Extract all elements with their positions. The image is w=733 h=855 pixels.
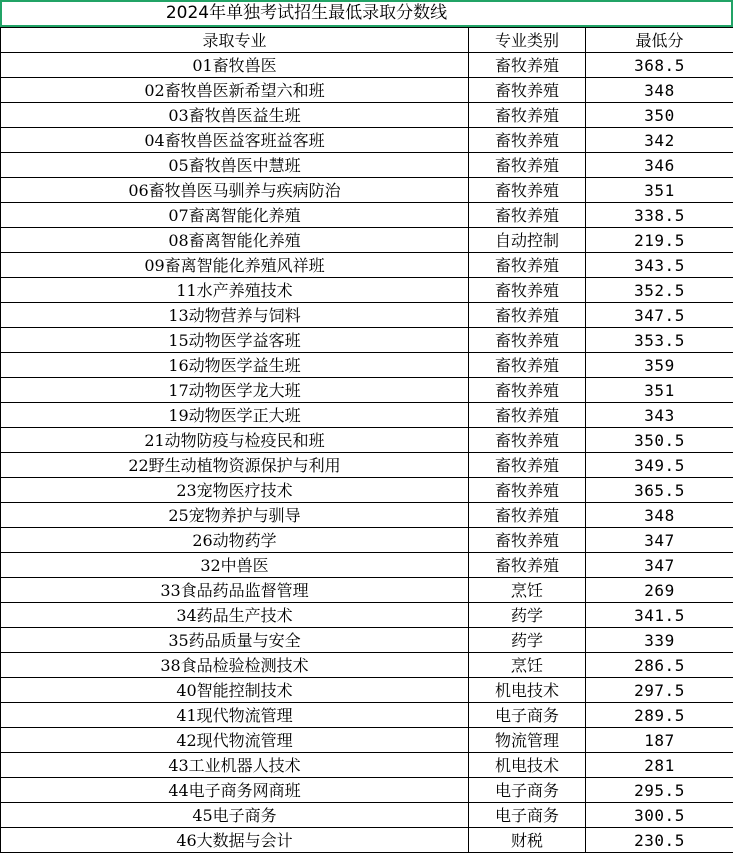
cell-min-score[interactable]: 348 [586, 503, 733, 528]
table-row [1, 528, 733, 553]
cell-category[interactable]: 自动控制 [469, 228, 586, 253]
cell-major[interactable]: 16动物医学益生班 [1, 353, 469, 378]
cell-major[interactable]: 33食品药品监督管理 [1, 578, 469, 603]
cell-min-score[interactable]: 348 [586, 78, 733, 103]
title-cell[interactable] [0, 0, 733, 27]
table-row [1, 453, 733, 478]
cell-min-score[interactable]: 286.5 [586, 653, 733, 678]
cell-min-score[interactable]: 341.5 [586, 603, 733, 628]
cell-major[interactable]: 22野生动植物资源保护与利用 [1, 453, 469, 478]
table-row [1, 653, 733, 678]
table-row [1, 828, 733, 853]
cell-min-score[interactable]: 343.5 [586, 253, 733, 278]
table-row [1, 578, 733, 603]
table-row [1, 278, 733, 303]
cell-major[interactable]: 05畜牧兽医中慧班 [1, 153, 469, 178]
cell-major[interactable]: 38食品检验检测技术 [1, 653, 469, 678]
cell-major[interactable]: 09畜离智能化养殖风祥班 [1, 253, 469, 278]
table-row [1, 103, 733, 128]
cell-category[interactable]: 畜牧养殖 [469, 378, 586, 403]
cell-category[interactable]: 畜牧养殖 [469, 503, 586, 528]
cell-major[interactable]: 17动物医学龙大班 [1, 378, 469, 403]
cell-major[interactable]: 01畜牧兽医 [1, 53, 469, 78]
cell-major[interactable]: 25宠物养护与驯导 [1, 503, 469, 528]
cell-major[interactable]: 45电子商务 [1, 803, 469, 828]
cell-major[interactable]: 13动物营养与饲料 [1, 303, 469, 328]
cell-min-score[interactable]: 219.5 [586, 228, 733, 253]
cell-major[interactable]: 07畜离智能化养殖 [1, 203, 469, 228]
cell-major[interactable]: 21动物防疫与检疫民和班 [1, 428, 469, 453]
cell-category[interactable]: 药学 [469, 628, 586, 653]
cell-min-score[interactable]: 295.5 [586, 778, 733, 803]
cell-min-score[interactable]: 368.5 [586, 53, 733, 78]
cell-min-score[interactable]: 269 [586, 578, 733, 603]
cell-category[interactable]: 电子商务 [469, 703, 586, 728]
cell-major[interactable]: 40智能控制技术 [1, 678, 469, 703]
table-row [1, 53, 733, 78]
cell-category[interactable]: 畜牧养殖 [469, 53, 586, 78]
score-table [0, 27, 733, 853]
cell-major[interactable]: 32中兽医 [1, 553, 469, 578]
cell-major[interactable]: 23宠物医疗技术 [1, 478, 469, 503]
cell-major[interactable]: 43工业机器人技术 [1, 753, 469, 778]
cell-category[interactable]: 畜牧养殖 [469, 253, 586, 278]
cell-min-score[interactable]: 343 [586, 403, 733, 428]
cell-major[interactable]: 46大数据与会计 [1, 828, 469, 853]
cell-category[interactable]: 烹饪 [469, 578, 586, 603]
cell-category[interactable]: 畜牧养殖 [469, 403, 586, 428]
cell-major[interactable]: 04畜牧兽医益客班益客班 [1, 128, 469, 153]
table-row [1, 303, 733, 328]
table-row [1, 603, 733, 628]
header-category[interactable]: 专业类别 [469, 28, 586, 53]
cell-category[interactable]: 畜牧养殖 [469, 303, 586, 328]
table-row [1, 403, 733, 428]
cell-min-score[interactable]: 281 [586, 753, 733, 778]
table-row [1, 753, 733, 778]
cell-category[interactable]: 电子商务 [469, 778, 586, 803]
cell-min-score[interactable]: 342 [586, 128, 733, 153]
table-row [1, 378, 733, 403]
cell-min-score[interactable]: 300.5 [586, 803, 733, 828]
cell-min-score[interactable]: 187 [586, 728, 733, 753]
cell-min-score[interactable]: 352.5 [586, 278, 733, 303]
table-row [1, 803, 733, 828]
sheet-title: 2024年单独考试招生最低录取分数线 [165, 3, 448, 23]
cell-category[interactable]: 畜牧养殖 [469, 328, 586, 353]
cell-min-score[interactable]: 347 [586, 528, 733, 553]
header-major[interactable]: 录取专业 [1, 28, 469, 53]
cell-min-score[interactable]: 351 [586, 378, 733, 403]
table-row [1, 228, 733, 253]
table-row [1, 178, 733, 203]
table-row [1, 478, 733, 503]
header-min-score[interactable]: 最低分 [586, 28, 733, 53]
cell-min-score[interactable]: 297.5 [586, 678, 733, 703]
table-row [1, 328, 733, 353]
table-row [1, 778, 733, 803]
cell-major[interactable]: 34药品生产技术 [1, 603, 469, 628]
cell-min-score[interactable]: 289.5 [586, 703, 733, 728]
cell-major[interactable]: 03畜牧兽医益生班 [1, 103, 469, 128]
cell-min-score[interactable]: 359 [586, 353, 733, 378]
cell-major[interactable]: 06畜牧兽医马驯养与疾病防治 [1, 178, 469, 203]
cell-major[interactable]: 26动物药学 [1, 528, 469, 553]
cell-major[interactable]: 44电子商务网商班 [1, 778, 469, 803]
cell-category[interactable]: 畜牧养殖 [469, 553, 586, 578]
table-row [1, 78, 733, 103]
cell-min-score[interactable]: 338.5 [586, 203, 733, 228]
table-row [1, 128, 733, 153]
cell-category[interactable]: 畜牧养殖 [469, 478, 586, 503]
table-row [1, 428, 733, 453]
table-row [1, 153, 733, 178]
cell-min-score[interactable]: 353.5 [586, 328, 733, 353]
cell-category[interactable]: 畜牧养殖 [469, 453, 586, 478]
cell-major[interactable]: 02畜牧兽医新希望六和班 [1, 78, 469, 103]
cell-min-score[interactable]: 349.5 [586, 453, 733, 478]
cell-category[interactable]: 机电技术 [469, 753, 586, 778]
cell-major[interactable]: 08畜离智能化养殖 [1, 228, 469, 253]
cell-major[interactable]: 35药品质量与安全 [1, 628, 469, 653]
cell-major[interactable]: 11水产养殖技术 [1, 278, 469, 303]
table-row [1, 703, 733, 728]
table-row [1, 203, 733, 228]
cell-major[interactable]: 19动物医学正大班 [1, 403, 469, 428]
table-row [1, 628, 733, 653]
cell-category[interactable]: 烹饪 [469, 653, 586, 678]
cell-min-score[interactable]: 230.5 [586, 828, 733, 853]
table-row [1, 253, 733, 278]
cell-min-score[interactable]: 347.5 [586, 303, 733, 328]
cell-category[interactable]: 畜牧养殖 [469, 103, 586, 128]
cell-category[interactable]: 畜牧养殖 [469, 78, 586, 103]
table-row [1, 503, 733, 528]
cell-category[interactable]: 电子商务 [469, 803, 586, 828]
table-row [1, 728, 733, 753]
cell-category[interactable]: 畜牧养殖 [469, 278, 586, 303]
cell-min-score[interactable]: 339 [586, 628, 733, 653]
cell-category[interactable]: 畜牧养殖 [469, 203, 586, 228]
cell-min-score[interactable]: 350.5 [586, 428, 733, 453]
cell-category[interactable]: 畜牧养殖 [469, 128, 586, 153]
cell-category[interactable]: 畜牧养殖 [469, 153, 586, 178]
cell-category[interactable]: 畜牧养殖 [469, 178, 586, 203]
cell-major[interactable]: 15动物医学益客班 [1, 328, 469, 353]
cell-category[interactable]: 物流管理 [469, 728, 586, 753]
table-row [1, 353, 733, 378]
cell-category[interactable]: 机电技术 [469, 678, 586, 703]
cell-min-score[interactable]: 347 [586, 553, 733, 578]
cell-min-score[interactable]: 350 [586, 103, 733, 128]
cell-category[interactable]: 畜牧养殖 [469, 353, 586, 378]
cell-category[interactable]: 药学 [469, 603, 586, 628]
cell-min-score[interactable]: 346 [586, 153, 733, 178]
cell-category[interactable]: 畜牧养殖 [469, 528, 586, 553]
cell-category[interactable]: 畜牧养殖 [469, 428, 586, 453]
cell-min-score[interactable]: 351 [586, 178, 733, 203]
cell-category[interactable]: 财税 [469, 828, 586, 853]
cell-major[interactable]: 42现代物流管理 [1, 728, 469, 753]
table-row [1, 678, 733, 703]
cell-min-score[interactable]: 365.5 [586, 478, 733, 503]
header-row [1, 28, 733, 53]
cell-major[interactable]: 41现代物流管理 [1, 703, 469, 728]
table-row [1, 553, 733, 578]
